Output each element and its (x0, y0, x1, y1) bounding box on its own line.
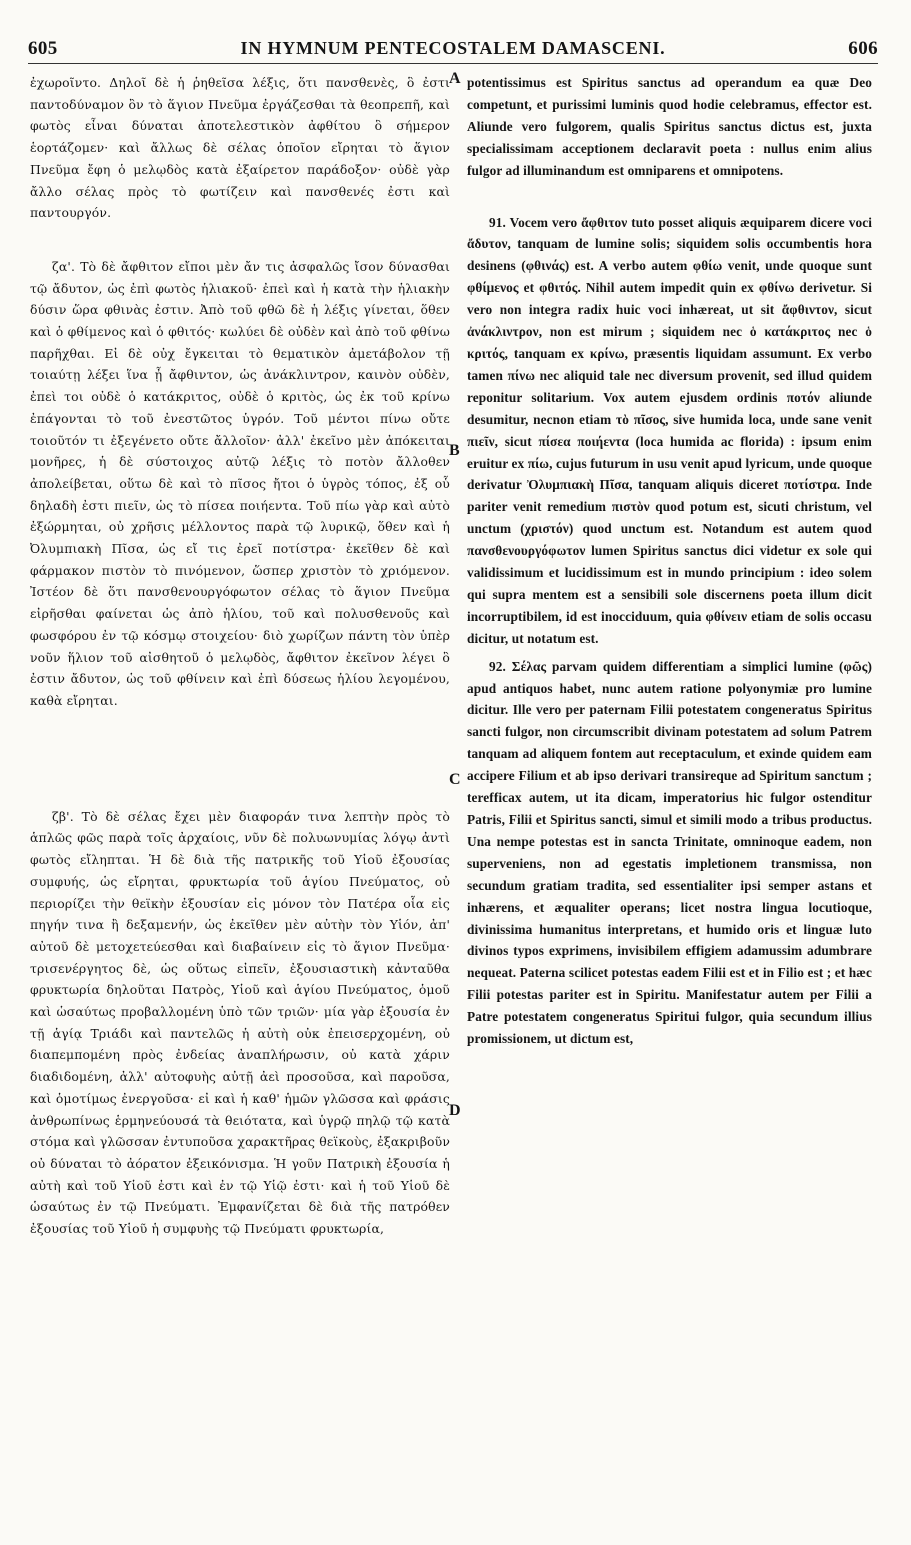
latin-paragraph: potentissimus est Spiritus sanctus ad operandum ea quæ Deo competunt, et purissimi luminis quod hodie celebramus, effector est. Aliunde vero fulgorem, qualis Spiritus sanctus dictus est, juxta specialissimam acceptionem declaravit poeta : nullus enim alius fulgor ad illuminandum est omniparens et omnipotens. (467, 75, 872, 178)
greek-column (30, 72, 450, 1240)
greek-paragraph: ζβ'. Τὸ δὲ σέλας ἔχει μὲν διαφοράν τινα λεπτὴν πρὸς τὸ ἁπλῶς φῶς παρὰ τοῖς ἀρχαίοις, νῦν δὲ πολυωνυμίας λόγῳ ἀντὶ φωτὸς εἴληπται. Ἡ δὲ διὰ τῆς πατρικῆς τοῦ Υἱοῦ ἐξουσίας συμφυής, ὡς εἴρηται, φρυκτωρία τοῦ ἁγίου Πνεύματος, οὐ περιορίζει τὴν θεϊκὴν ἐξουσίαν εἰς μόνον τὸν Πατέρα οἷα εἰς πηγήν τινα ἢ δεξαμενήν, ὡς ἐκεῖθεν μὲν αὐτὴν τὸν Υἱόν, ἀπ' αὐτοῦ δὲ μετοχετεύεσθαι καὶ διαβαίνειν εἰς τὸ ἅγιον Πνεῦμα· τρισενέργητος δὲ, ὡς οὕτως εἰπεῖν, ἐξουσιαστικὴ κἀνταῦθα φρυκτωρία δηλοῦται Πατρὸς, Υἱοῦ καὶ ἁγίου Πνεύματος, ὁμοῦ καὶ ὡσαύτως προβαλλομένη ὑπὸ τῶν τριῶν· μία γὰρ ἐξουσία ἐν τῇ ἁγίᾳ Τριάδι καὶ παντελῶς ἡ αὐτὴ οὐκ ἐπεισερχομένη, οὐ διαπεμπομένη πρὸς ἐνδείας ἀναπλήρωσιν, οὐ κατὰ χάριν διαδιδομένη, ἀλλ' αὐτοφυὴς αὐτῇ ἀεὶ προσοῦσα, καὶ παροῦσα, καὶ ὁμοτίμως ἐνεργοῦσα· εἰ καὶ ἡ καθ' ἡμῶν γλῶσσα καὶ φράσις ἀνθρωπίνως ἑρμηνεύουσά τὰ θειότατα, καὶ ὑγρῷ πηλῷ τῷ κατὰ στόμα καὶ γλῶσσαν ἐντυποῦσα χαρακτῆρας θεϊκοὺς, ἐξακριβοῦν οὐ δύναται τὸ ἀόρατον ἐξεικόνισμα. Ἡ γοῦν Πατρικὴ ἐξουσία ἡ αὐτὴ καὶ τοῦ Υἱοῦ ἐστι καὶ ἐν τῷ Υἱῷ ἐστι· καὶ ἡ τοῦ Υἱοῦ δὲ ὡσαύτως ἐν τῷ Πνεύματι. Ἐμφανίζεται δὲ διὰ τῆς πατρόθεν ἐξουσίας τοῦ Υἱοῦ ἡ συμφυὴς τῷ Πνεύματι φρυκτωρία, (30, 808, 450, 1237)
running-header (28, 38, 878, 64)
header-rule (28, 63, 878, 64)
latin-paragraph: 91. Vocem vero ἄφθιτον tuto posset aliquis æquiparem dicere voci ἄδυτον, tanquam de lumine solis; siquidem solis occumbentis hora desinens (φθινάς) est. A verbo autem φθίω venit, unde quoque sunt φθίμενος et φθιτός. Nihil autem impedit quin ex φθίνω derivetur. Si vero non integra radix huic voci inhæreat, ut sit ἄφθιντον, sicut ἀνάκλιντρον, non est mirum ; siquidem nec ὁ κατάκριτος nec ὁ κριτός, tanquam ex κρίνω, præsentis liquidam assumunt. Ex verbo tamen πίνω nec aliquid tale nec diversum provenit, sed illud quidem reponitur solitarium. Vox autem ejusdem ordinis ποτόν aliunde desumitur, necnon etiam τὸ πῖσος, sive humida loca, unde sane venit πιεῖν, sicut πίσεα ποιήεντα (loca humida ac florida) : ipsum enim eruitur ex πίω, cujus futurum in usu venit apud lyricum, unde quoque derivatur Ὀλυμπιακὴ Πῖσα, tanquam aliquis diceret ποτίστρα. Inde pariter venit remedium πιστὸν quod potum est, sicuti christum, vel unctum (χριστόν) quod unctum est. Notandum est autem quod πανσθενουργόφωτον lumen Spiritus sanctus dici videtur ex sole qui validissimum et lucidissimum est in mundo principium : ideo solem qui supra mentem est a sensibili sole discernens poeta illum dicit incorruptibilem, id est inocciduum, quia φθίνειν etiam de solis occasu dicitur, ut notatum est. (467, 214, 872, 646)
running-title: IN HYMNUM PENTECOSTALEM DAMASCENI. (240, 38, 666, 58)
margin-marker-b: B (449, 442, 460, 459)
margin-marker-d: D (449, 1102, 461, 1119)
latin-column (467, 72, 872, 1050)
latin-paragraph: 92. Σέλας parvam quidem differentiam a simplici lumine (φῶς) apud antiquos habet, nunc autem ratione polyonymiæ pro lumine dicitur. Ille vero per paternam Filii potestatem congeneratus Spiritus sancti fulgor, non circumscribit divinam potestatem ad solum Patrem tanquam ad aliquem fontem aut receptaculum, et exinde quidem eam accipere Filium et ab ipso derivari transireque ad Spiritum sanctum ; terefficax autem, ut ita dicam, imperatorius hic fulgor ostenditur Patris, Filii et Spiritus sancti, simul et simili modo a tribus productus. Una nempe potestas est in sancta Trinitate, omninoque eadem, non superveniens, non ad egestatis impletionem transmissa, non secundum gratiam tradita, sed essentialiter ipsi semper astans et inhærens, et æqualiter operans; licet nostra lingua locutioque, divinissima humanitus interpretans, et humido oris et linguæ luto divinos typos exprimens, invisibilem effigiem adamussim adumbrare nequeat. Paterna scilicet potestas eadem Filii est et in Filio est ; et hæc Filii potestas pariter est in Spiritu. Manifestatur autem per Filii a Patre potestatem congeneratus Spiritui fulgor, quia secundum illius promissionem, ut dictum est, (467, 658, 872, 1047)
page-number-right: 606 (848, 38, 878, 59)
margin-marker-a: A (449, 70, 461, 87)
margin-marker-c: C (449, 771, 461, 788)
greek-paragraph: ἐχωροῖντο. Δηλοῖ δὲ ἡ ῥηθεῖσα λέξις, ὅτι πανσθενὲς, ὃ ἐστι παντοδύναμον ὂν τὸ ἅγιον Πνεῦμα ἐργάζεσθαι τὰ θεοπρεπῆ, καὶ φωτὸς εἶναι δύναται ἀποτελεστικὸν ἀφθίτου ὃ σήμερον ἑορτάζομεν· καὶ ἄλλως δὲ σέλας ὁποῖον εἴρηται τὸ ἅγιον Πνεῦμα ἔφη ὁ μελῳδὸς κατὰ ἐξαίρετον παράδοξον· οὐδὲ γὰρ ἄλλο σέλας πρὸς τὸ φωτίζειν καὶ πανσθενές ἐστι καὶ παντουργόν. (30, 75, 450, 221)
greek-paragraph: ζα'. Τὸ δὲ ἄφθιτον εἴποι μὲν ἄν τις ἀσφαλῶς ἴσον δύνασθαι τῷ ἄδυτον, ὡς ἐπὶ φωτὸς ἡλιακοῦ· ἐπεὶ καὶ ἡ κατὰ τὴν ἡλιακὴν δύσιν ὥρα φθινὰς ἐστιν. Ἀπὸ τοῦ φθῶ δὲ ἡ λέξις γίνεται, ὅθεν καὶ ὁ φθίμενος καὶ ὁ φθιτός· κωλύει δὲ οὐδὲν καὶ ἀπὸ τοῦ φθίνω παρῆχθαι. Εἰ δὲ οὐχ ἔγκειται τὸ θεματικὸν ἀμετάβολον τῇ τοιαύτῃ λέξει ἵνα ᾖ ἄφθιντον, ὡς ἀνάκλιντρον, καινὸν οὐδὲν, ἐπεὶ τοι οὐδὲ ὁ κατάκριτος, οὐδὲ ὁ κριτὸς, ὡς ἐκ τοῦ κρίνω ἐπάγονται τὸ τοῦ ἐνεστῶτος ὑγρόν. Τοῦ μέντοι πίνω οὔτε τοιοῦτόν τι ἐξεγένετο οὔτε ἄλλοῖον· ἀλλ' ἐκεῖνο μὲν ἀπόκειται μονῆρες, ἡ δὲ σύστοιχος αὐτῷ λέξις τὸ ποτὸν ἄλλοθεν ἀπολείβεται, οὕτω δὲ καὶ τὸ πῖσος ἤτοι ὁ ὑγρὸς τόπος, ἐξ οὗ δηλαδὴ ἐστι πιεῖν, ὡς τὸ πίσεα ποιήεντα. Τοῦ πίω γὰρ καὶ αὐτὸ ἐξώρμηται, οὐ χρῆσις μέλλοντος παρὰ τῷ λυρικῷ, ὅθεν καὶ ἡ Ὀλυμπιακὴ Πῖσα, ὡς εἴ τις ἐρεῖ ποτίστρα· ἐκεῖθεν δὲ καὶ φάρμακον πιστὸν τὸ πινόμενον, ὥσπερ χριστὸν τὸ χριόμενον. Ἰστέον δὲ ὅτι πανσθενουργόφωτον σέλας τὸ ἅγιον Πνεῦμα εἰρῆσθαι φαίνεται ὡς ἀπὸ ἡλίου, τοῦ καὶ πολυσθενοῦς καὶ φωσφόρου ἐν τῷ κόσμῳ στοιχείου· διὸ χωρίζων πάντη τὸν ὑπὲρ νοῦν ἥλιον τοῦ αἰσθητοῦ ὁ μελῳδὸς, ἄφθιτον ἐκεῖνον λέγει ὃ ἐστιν ἄδυτον, ὡς τοῦ φθίνειν καὶ ἐπὶ δύσεως ἡλίου λεγομένου, καθὰ εἴρηται. (30, 258, 450, 708)
page-number-left: 605 (28, 38, 58, 59)
